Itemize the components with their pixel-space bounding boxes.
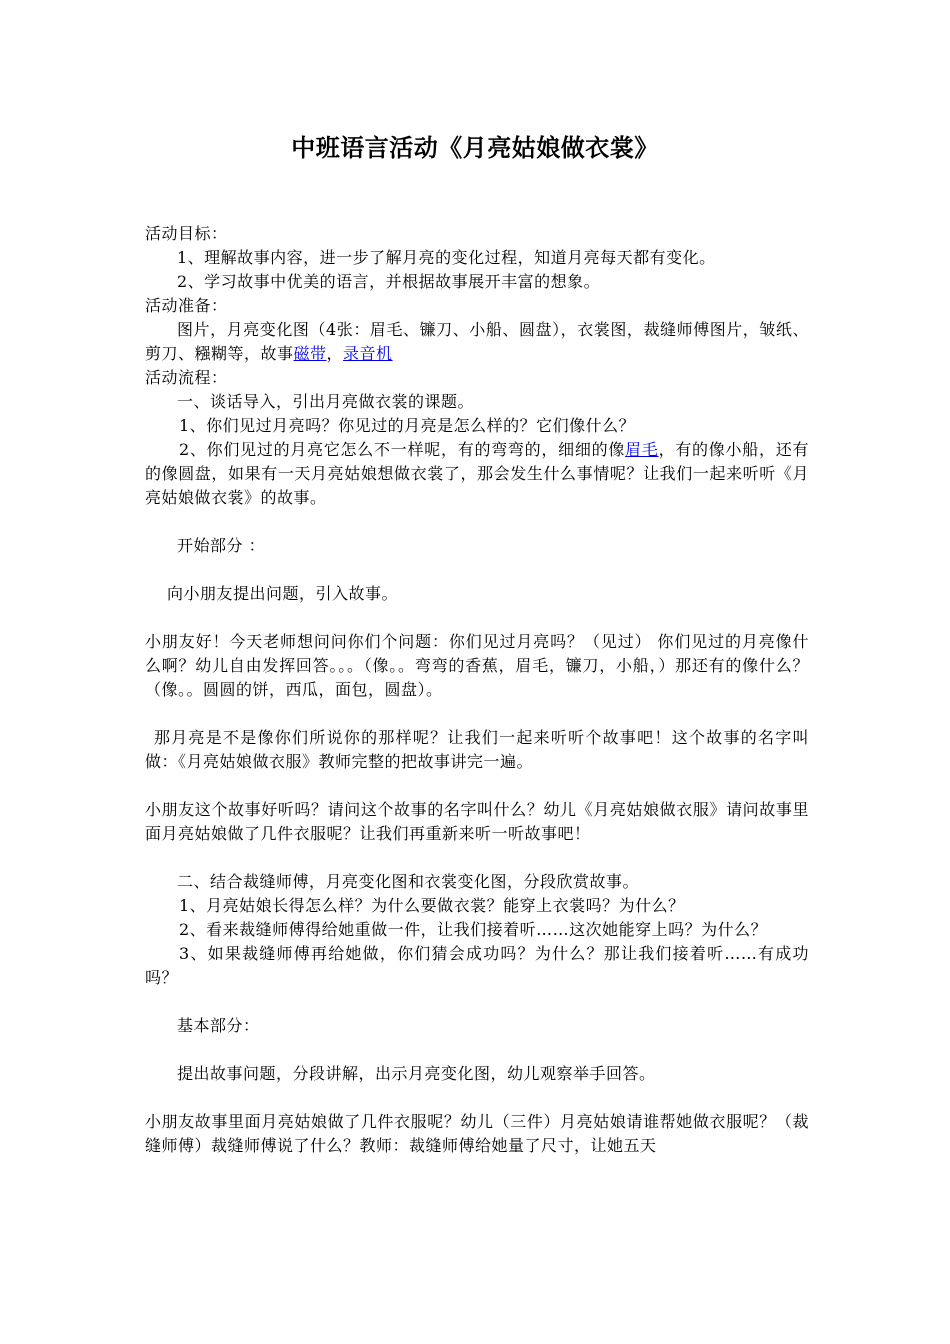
start-text: 向小朋友提出问题，引入故事。 bbox=[167, 584, 399, 603]
goal-item-2: 2、学习故事中优美的语言，并根据故事展开丰富的想象。 bbox=[177, 272, 601, 291]
eyebrow-link[interactable]: 眉毛 bbox=[625, 440, 659, 459]
document-body bbox=[145, 222, 809, 1158]
prep-text: 图片，月亮变化图（4张：眉毛、镰刀、小船、圆盘），衣裳图，裁缝师傅图片，皱纸、剪刀、糨糊等，故事 bbox=[145, 320, 809, 363]
spacer bbox=[145, 1086, 809, 1110]
step2-title: 二、结合裁缝师傅，月亮变化图和衣裳变化图，分段欣赏故事。 bbox=[177, 872, 640, 891]
question-paragraph: 小朋友这个故事好听吗？请问这个故事的名字叫什么？幼儿《月亮姑娘做衣服》请问故事里面月亮姑娘做了几件衣服呢？让我们再重新来听一听故事吧！ bbox=[145, 800, 809, 843]
start-heading: 开始部分 ： bbox=[177, 536, 266, 555]
step1-title: 一、谈话导入，引出月亮做衣裳的课题。 bbox=[177, 392, 475, 411]
goal-item-1: 1、理解故事内容，进一步了解月亮的变化过程，知道月亮每天都有变化。 bbox=[177, 248, 716, 267]
spacer bbox=[145, 990, 809, 1014]
step1-q2-text-after: ，有的像小船，还有的像圆盘，如果有一天月亮姑娘想做衣裳了，那会发生什么事情呢？让我们一起来听听《月亮姑娘做衣裳》的故事。 bbox=[145, 440, 809, 507]
tape-link[interactable]: 磁带 bbox=[293, 344, 327, 363]
spacer bbox=[145, 774, 809, 798]
step1-question-1: 1、你们见过月亮吗？你见过的月亮是怎么样的？它们像什么？ bbox=[179, 416, 636, 435]
spacer bbox=[145, 558, 809, 582]
basic-text: 提出故事问题，分段讲解，出示月亮变化图，幼儿观察举手回答。 bbox=[177, 1064, 656, 1083]
step1-q2-text-before: 2、你们见过的月亮它怎么不一样呢，有的弯弯的，细细的像 bbox=[179, 440, 626, 459]
step2-question-2: 2、看来裁缝师傅得给她重做一件，让我们接着听……这次她能穿上吗？为什么？ bbox=[179, 920, 768, 939]
basic-heading: 基本部分： bbox=[177, 1016, 260, 1035]
recorder-link[interactable]: 录音机 bbox=[343, 344, 393, 363]
spacer bbox=[145, 510, 809, 534]
step1-question-2 bbox=[145, 438, 809, 510]
step2-question-3: 3、如果裁缝师傅再给她做，你们猜会成功吗？为什么？那让我们接着听……有成功吗？ bbox=[145, 944, 809, 987]
spacer bbox=[145, 606, 809, 630]
page-title: 中班语言活动《月亮姑娘做衣裳》 bbox=[291, 134, 659, 162]
prep-separator: ， bbox=[326, 344, 344, 363]
flow-heading: 活动流程： bbox=[145, 368, 228, 387]
story-paragraph: 那月亮是不是像你们所说你的那样呢？让我们一起来听听个故事吧！这个故事的名字叫做：《月亮姑娘做衣服》教师完整的把故事讲完一遍。 bbox=[145, 728, 809, 771]
goals-heading: 活动目标： bbox=[145, 224, 228, 243]
last-paragraph: 小朋友故事里面月亮姑娘做了几件衣服呢？幼儿（三件）月亮姑娘请谁帮她做衣服呢？（裁缝师傅）裁缝师傅说了什么？教师：裁缝师傅给她量了尺寸，让她五天 bbox=[145, 1112, 809, 1155]
spacer bbox=[145, 1038, 809, 1062]
prep-paragraph bbox=[145, 318, 809, 366]
prep-heading: 活动准备： bbox=[145, 296, 228, 315]
intro-paragraph: 小朋友好！今天老师想问问你们个问题：你们见过月亮吗？（见过） 你们见过的月亮像什么啊？幼儿自由发挥回答。。。（像。。弯弯的香蕉，眉毛，镰刀，小船，）那还有的像什么？（像。。圆圆的饼，西瓜，面包，圆盘）。 bbox=[145, 632, 809, 699]
spacer bbox=[145, 702, 809, 726]
spacer bbox=[145, 846, 809, 870]
step2-question-1: 1、月亮姑娘长得怎么样？为什么要做衣裳？能穿上衣裳吗？为什么？ bbox=[179, 896, 685, 915]
